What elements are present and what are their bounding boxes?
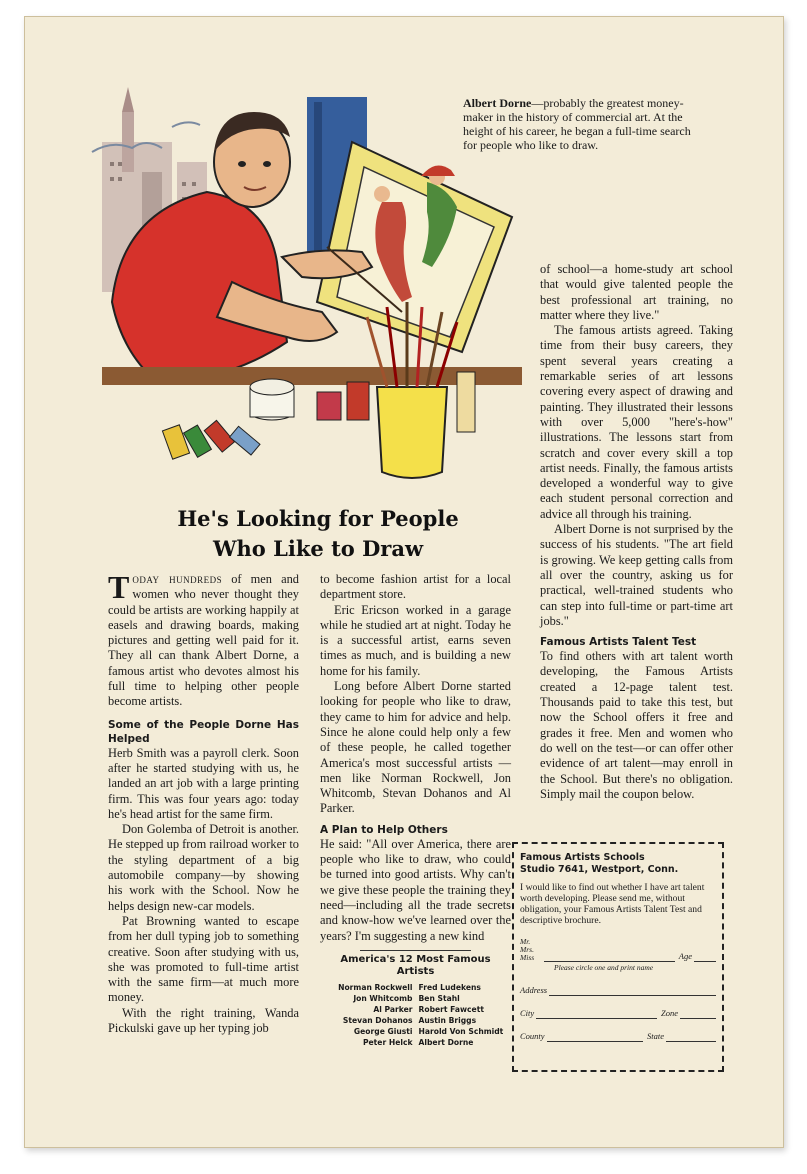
county-state-field[interactable]	[520, 1031, 716, 1042]
coupon-body: I would like to find out whether I have art talent worth developing. Please send me, without obligation, your Famous Artists Talent Test and descriptive brochure.	[520, 882, 705, 926]
paragraph-don-golemba: Don Golemba of Detroit is another. He stepped up from railroad worker to the styling department of a big automobile company—by showing his work with the School. Now he helps design new-car models.	[108, 822, 299, 913]
state-label: State	[647, 1031, 664, 1041]
artist-name: George Giusti	[353, 1026, 413, 1036]
article-column-3	[540, 262, 733, 802]
artist-name: Albert Dorne	[418, 1037, 474, 1047]
city-line[interactable]	[536, 1009, 657, 1019]
artist-name: Austin Briggs	[418, 1015, 477, 1025]
article-column-1	[108, 569, 299, 1036]
article-column-2	[320, 572, 511, 1048]
circle-note: Please circle one and print name	[554, 963, 654, 972]
artists-right-column	[419, 982, 512, 1048]
subhead-plan: A Plan to Help Others	[320, 823, 448, 836]
age-line[interactable]	[694, 952, 716, 962]
caption-name: Albert Dorne	[463, 96, 532, 110]
artists-left-column	[320, 982, 413, 1048]
artist-name: Harold Von Schmidt	[418, 1026, 504, 1036]
zone-line[interactable]	[680, 1009, 716, 1019]
name-line[interactable]	[544, 952, 675, 962]
intro-smallcaps: oday hundreds	[132, 572, 223, 586]
page-headline	[100, 504, 536, 564]
coupon-studio-address: Studio 7641, Westport, Conn.	[520, 864, 679, 875]
address-field[interactable]	[520, 985, 716, 996]
paragraph-long-before: Long before Albert Dorne started looking for people who like to draw, they came to him for advice and help. Since he alone could help only a few of these people, he called together America's most successful artists —men like Norman Rockwell, Jon Whitcomb, Stevan Dohanos and Al Parker.	[320, 679, 511, 816]
artist-name: Al Parker	[373, 1004, 413, 1014]
city-label: City	[520, 1008, 535, 1018]
paragraph-herb-smith: Herb Smith was a payroll clerk. Soon after he started studying with us, he landed an art job with a large printing firm. This was four years ago: today he's head artist for the same firm.	[108, 745, 299, 821]
paragraph-wanda: With the right training, Wanda Pickulski gave up her typing job	[108, 1005, 299, 1036]
name-titles: Mr. Mrs. Miss	[520, 937, 535, 962]
coupon-school-name: Famous Artists Schools	[520, 852, 645, 863]
city-zone-field[interactable]	[520, 1008, 716, 1019]
famous-artists-list	[320, 982, 511, 1048]
illustration-caption	[463, 96, 703, 152]
zone-label: Zone	[661, 1008, 678, 1018]
address-line[interactable]	[549, 986, 716, 996]
intro-paragraph	[108, 569, 299, 710]
artist-name: Robert Fawcett	[418, 1004, 484, 1014]
paragraph-talent-test: To find others with art talent worth developing, the Famous Artists created a 12-page talent test. Thousands paid to take this test, but now the School offers it free and grades it free. Men and women who do well on the test—or can offer other evidence of art talent—may enroll in the School. But there's no obligation. Simply mail the coupon below.	[540, 649, 733, 801]
artist-name: Norman Rockwell	[338, 982, 413, 992]
subhead-people-helped: Some of the People Dorne Has Helped	[108, 718, 299, 745]
artist-name: Ben Stahl	[418, 993, 460, 1003]
headline-line-1: He's Looking for People	[177, 506, 459, 531]
caption-text: —probably the greatest money-maker in the history of commercial art. At the height of his career, he began a full-time search for people who like to draw.	[463, 96, 691, 152]
paragraph-not-surprised: Albert Dorne is not surprised by the success of his students. "The art field is growing. We keep getting calls from all over the country, asking us for practical, well-trained students who can step into full-time or part-time art jobs."	[540, 522, 733, 628]
albert-dorne-illustration	[82, 82, 522, 492]
intro-rest: of men and women who never thought they could be artists are working happily at easels and drawing boards, making pictures and getting well paid for it. They all can thank Albert Dorne, a famous artist who devotes almost his full time to helping other people become artists.	[108, 572, 299, 709]
coupon[interactable]	[512, 842, 724, 1072]
paragraph-he-said: He said: "All over America, there are people who like to draw, who could be turned into good artists. Why can't we give these people the training they need—including all the trade secrets and know-how we've learned over the years? I'm suggesting a new kind	[320, 836, 511, 943]
paragraph-pat-browning: Pat Browning wanted to escape from her dull typing job to something creative. Soon after studying with us, she was promoted to full-time artist with the same firm—at much more money.	[108, 913, 299, 1005]
subhead-talent-test: Famous Artists Talent Test	[540, 636, 697, 649]
artist-name: Jon Whitcomb	[353, 993, 413, 1003]
state-line[interactable]	[666, 1032, 716, 1042]
county-label: County	[520, 1031, 545, 1041]
paragraph-home-study: of school—a home-study art school that would give talented people the best professional art training, no matter where they live."	[540, 262, 733, 322]
paragraph-artists-agreed: The famous artists agreed. Taking time from their busy careers, they spent several years creating a remarkable series of art lessons covering every aspect of drawing and painting. They illustrated their lessons with over 5,000 "here's-how" illustrations. The lessons start from scratch and cover every skill a top artist needs. Finally, the famous artists developed a wonderful way to give each student personal correction and advice all through his training.	[540, 323, 733, 521]
headline-line-2: Who Like to Draw	[212, 536, 424, 561]
artist-name: Stevan Dohanos	[342, 1015, 413, 1025]
brush-jar	[377, 387, 447, 478]
famous-artists-title: America's 12 Most Famous Artists	[340, 953, 491, 977]
paragraph-eric-ericson: Eric Ericson worked in a garage while he studied art at night. Today he is a successful artist, earns seven times as much, and is building a new home for his family.	[320, 602, 511, 678]
drop-cap: T	[108, 569, 130, 605]
name-field[interactable]	[520, 938, 716, 962]
address-label: Address	[520, 985, 548, 995]
divider-rule	[360, 950, 471, 951]
artist-name: Fred Ludekens	[418, 982, 481, 992]
artist-name: Peter Helck	[362, 1037, 413, 1047]
paragraph-fashion-artist: to become fashion artist for a local department store.	[320, 572, 511, 602]
age-label: Age	[678, 951, 692, 961]
county-line[interactable]	[547, 1032, 643, 1042]
